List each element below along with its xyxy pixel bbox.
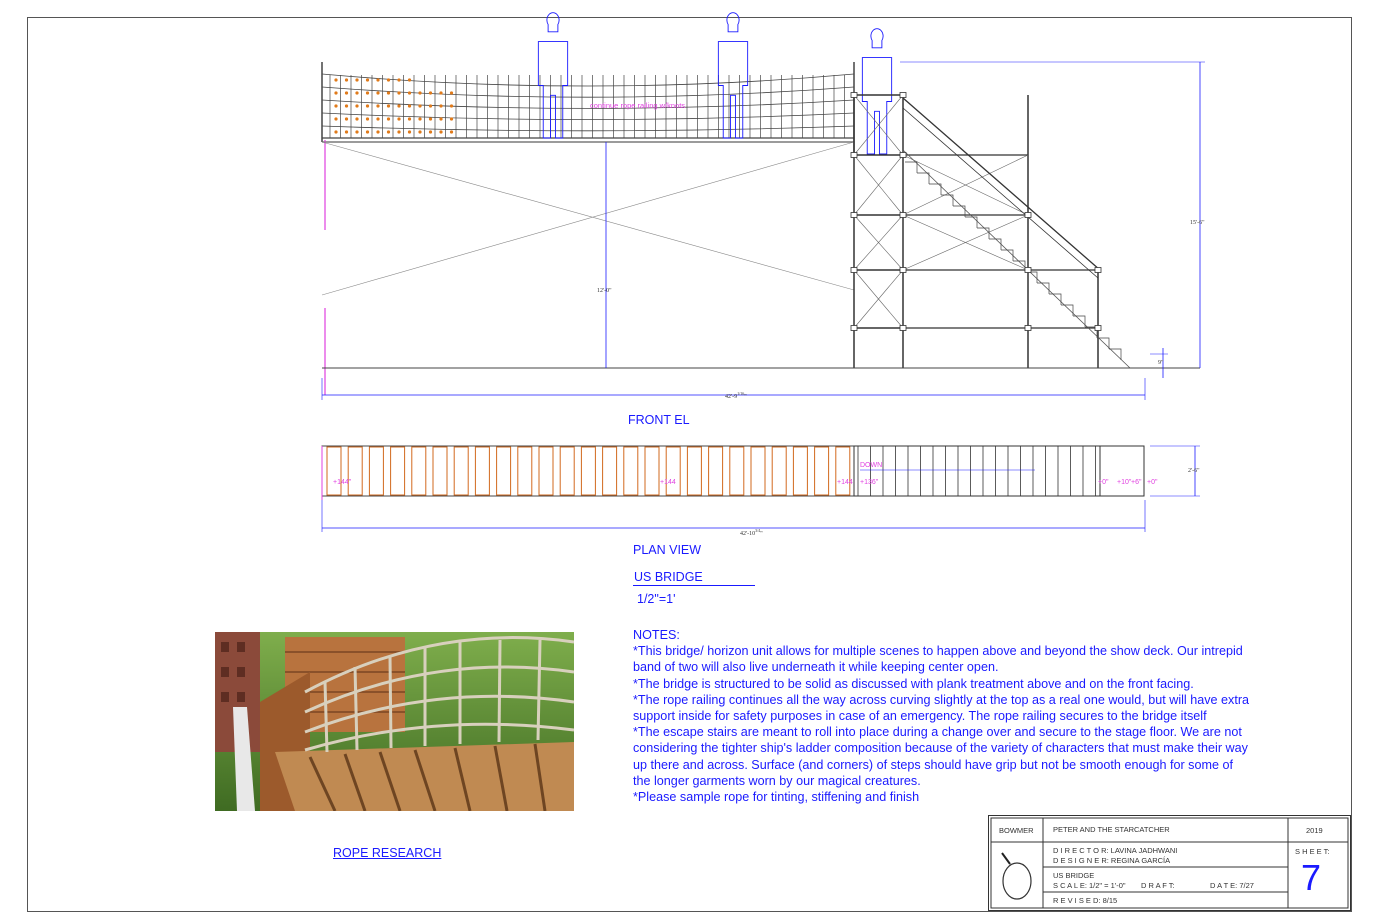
knot-mark (376, 117, 379, 120)
knot-mark (387, 104, 390, 107)
pipe-clamp (1025, 268, 1031, 273)
pipe-clamp (900, 268, 906, 273)
plan-mark: +0" (1098, 479, 1109, 486)
knot-mark (345, 91, 348, 94)
dim-plan-length: $42'-10^{3/4}$" (740, 528, 763, 537)
knot-mark (366, 91, 369, 94)
knot-mark (366, 104, 369, 107)
rope-line (322, 126, 854, 131)
plan-mark: +10" (1117, 479, 1132, 486)
knot-mark (439, 104, 442, 107)
plan-plank (624, 447, 638, 495)
plan-plank (645, 447, 659, 495)
knot-mark (450, 130, 453, 133)
plan-down-mark: DOWN (860, 462, 883, 469)
knot-mark (345, 104, 348, 107)
stair-step (1061, 305, 1073, 316)
director: D I R E C T O R: LAVINA JADHWANI (1053, 846, 1178, 855)
knot-mark (418, 104, 421, 107)
rope-line (322, 74, 854, 86)
knot-mark (397, 91, 400, 94)
stair-handrail (903, 108, 1098, 278)
plan-mark: +136" (860, 479, 879, 486)
human-figure (718, 13, 747, 138)
knot-mark (429, 104, 432, 107)
stair-step (917, 173, 929, 184)
knot-mark (408, 78, 411, 81)
knot-mark (355, 104, 358, 107)
knot-mark (387, 117, 390, 120)
knot-mark (366, 130, 369, 133)
knot-mark (345, 130, 348, 133)
human-figure (862, 29, 891, 154)
rope-line (322, 100, 854, 108)
note-item: *Please sample rope for tinting, stiffening and finish (633, 790, 920, 805)
brace-line (322, 142, 854, 290)
sheet-label: S H E E T: (1295, 847, 1330, 856)
note-item: *The bridge is structured to be solid as discussed with plank treatment above and on the front facing. (633, 676, 1194, 691)
plan-plank (412, 447, 426, 495)
knot-mark (366, 117, 369, 120)
drawing-title: US BRIDGE (1053, 871, 1095, 880)
knot-mark (387, 91, 390, 94)
plan-plank (391, 447, 405, 495)
stair-step (929, 184, 941, 195)
designer-tag: BOWMER (999, 826, 1034, 835)
plan-bridge-outline (322, 446, 854, 496)
dim-plan-width: 2'-6" (1188, 468, 1200, 474)
knot-mark (334, 104, 337, 107)
plan-plank (687, 447, 701, 495)
knot-mark (408, 91, 411, 94)
stair-step (977, 228, 989, 239)
note-item: *The rope railing continues all the way across curving slightly at the top as a real one would, but will have extra support inside for safety purposes in case of an emergency. The rope railing secures to the bridge itself (633, 692, 1250, 724)
knot-mark (334, 130, 337, 133)
knot-mark (397, 104, 400, 107)
plan-plank (709, 447, 723, 495)
knot-mark (418, 117, 421, 120)
knot-mark (408, 104, 411, 107)
rope-line (322, 87, 854, 97)
plan-plank (560, 447, 574, 495)
section-title-underline (633, 585, 755, 586)
knot-mark (334, 117, 337, 120)
plan-mark: +0" (1147, 479, 1158, 486)
stair-step (965, 217, 977, 228)
pipe-clamp (1095, 326, 1101, 331)
knot-mark (418, 130, 421, 133)
notes-block (633, 627, 1253, 805)
rope-note: continue rope railing w/knots (590, 101, 686, 110)
knot-mark (450, 117, 453, 120)
knot-mark (429, 91, 432, 94)
plan-plank (369, 447, 383, 495)
dim-total-height: 15'-6" (1190, 220, 1205, 226)
sheet-number: 7 (1301, 857, 1322, 898)
pipe-clamp (1025, 326, 1031, 331)
knot-mark (439, 130, 442, 133)
pipe-clamp (900, 93, 906, 98)
rope-research-caption: ROPE RESEARCH (333, 846, 442, 860)
plan-plank (433, 447, 447, 495)
knot-mark (355, 130, 358, 133)
dim-front-length: $42'-9^{1/16}$" (725, 391, 747, 400)
plan-plank (666, 447, 680, 495)
knot-mark (376, 78, 379, 81)
knot-mark (376, 130, 379, 133)
designer: D E S I G N E R: REGINA GARCÍA (1053, 856, 1171, 865)
plan-plank (327, 447, 341, 495)
stair-stringer (903, 150, 1130, 368)
dim-bridge-height: 12'-0" (597, 288, 612, 294)
date: D A T E: 7/27 (1210, 881, 1254, 890)
knot-mark (366, 78, 369, 81)
knot-mark (418, 91, 421, 94)
show-title: PETER AND THE STARCATCHER (1053, 825, 1170, 834)
plan-mark: +144 (837, 479, 853, 486)
pipe-clamp (900, 153, 906, 158)
plan-plank (836, 447, 850, 495)
knot-mark (397, 78, 400, 81)
rope-bridge-photo (215, 632, 574, 811)
stair-step (905, 162, 917, 173)
knot-mark (376, 91, 379, 94)
knot-mark (387, 130, 390, 133)
knot-mark (439, 91, 442, 94)
stair-step (1001, 250, 1013, 261)
knot-mark (397, 130, 400, 133)
plan-plank (518, 447, 532, 495)
plan-plank (603, 447, 617, 495)
stair-step (989, 239, 1001, 250)
knot-mark (450, 91, 453, 94)
plan-plank (454, 447, 468, 495)
plan-plank (497, 447, 511, 495)
knot-mark (387, 78, 390, 81)
plan-plank (772, 447, 786, 495)
knot-mark (408, 117, 411, 120)
knot-mark (334, 91, 337, 94)
plan-plank (793, 447, 807, 495)
knot-mark (439, 117, 442, 120)
pipe-clamp (1095, 268, 1101, 273)
note-item: *The escape stairs are meant to roll into place during a change over and secure to the stage floor. We are not considering the tighter ship's ladder composition because of the variety of characters that must make their way up there and across. Surface (and corners) of steps should have grip but not be smooth enough for some of the longer garments worn by our magical creatures. (633, 725, 1248, 788)
rope-line (322, 113, 854, 120)
title-block (988, 815, 1351, 911)
knot-mark (334, 78, 337, 81)
brace-line (322, 142, 854, 295)
pipe-clamp (900, 326, 906, 331)
plan-plank (348, 447, 362, 495)
plan-plank (475, 447, 489, 495)
plan-plank (815, 447, 829, 495)
section-title: US BRIDGE (634, 570, 703, 584)
pipe-clamp (851, 268, 857, 273)
plan-mark: +6" (1131, 479, 1142, 486)
scale: S C A L E: 1/2" = 1'-0" (1053, 881, 1126, 890)
pipe-clamp (1025, 213, 1031, 218)
knot-mark (429, 130, 432, 133)
pipe-clamp (851, 93, 857, 98)
knot-mark (408, 130, 411, 133)
stair-step (1097, 338, 1109, 349)
knot-mark (429, 117, 432, 120)
stair-step (1073, 316, 1085, 327)
plan-plank (581, 447, 595, 495)
note-item: *This bridge/ horizon unit allows for multiple scenes to happen above and beyond the show deck. Our intrepid band of two will also live underneath it while keeping center open. (633, 644, 1243, 675)
pipe-clamp (851, 326, 857, 331)
plan-mark: +144" (333, 479, 352, 486)
knot-mark (376, 104, 379, 107)
year: 2019 (1306, 826, 1323, 835)
front-elevation-label: FRONT EL (628, 413, 690, 427)
knot-mark (397, 117, 400, 120)
plan-plank (539, 447, 553, 495)
plan-plank (751, 447, 765, 495)
notes-heading: NOTES: (633, 628, 680, 642)
scale-label: 1/2"=1' (637, 592, 676, 606)
pipe-clamp (851, 153, 857, 158)
stair-step (1109, 349, 1121, 360)
draft: D R A F T: (1141, 881, 1175, 890)
knot-mark (355, 91, 358, 94)
knot-mark (345, 117, 348, 120)
knot-mark (450, 104, 453, 107)
pipe-clamp (851, 213, 857, 218)
dim-step-height: 9" (1158, 360, 1164, 366)
knot-mark (345, 78, 348, 81)
knot-mark (355, 78, 358, 81)
plan-mark: +144 (660, 479, 676, 486)
revised: R E V I S E D: 8/15 (1053, 896, 1118, 905)
pipe-clamp (900, 213, 906, 218)
plan-view-label: PLAN VIEW (633, 543, 702, 557)
plan-plank (730, 447, 744, 495)
knot-mark (355, 117, 358, 120)
